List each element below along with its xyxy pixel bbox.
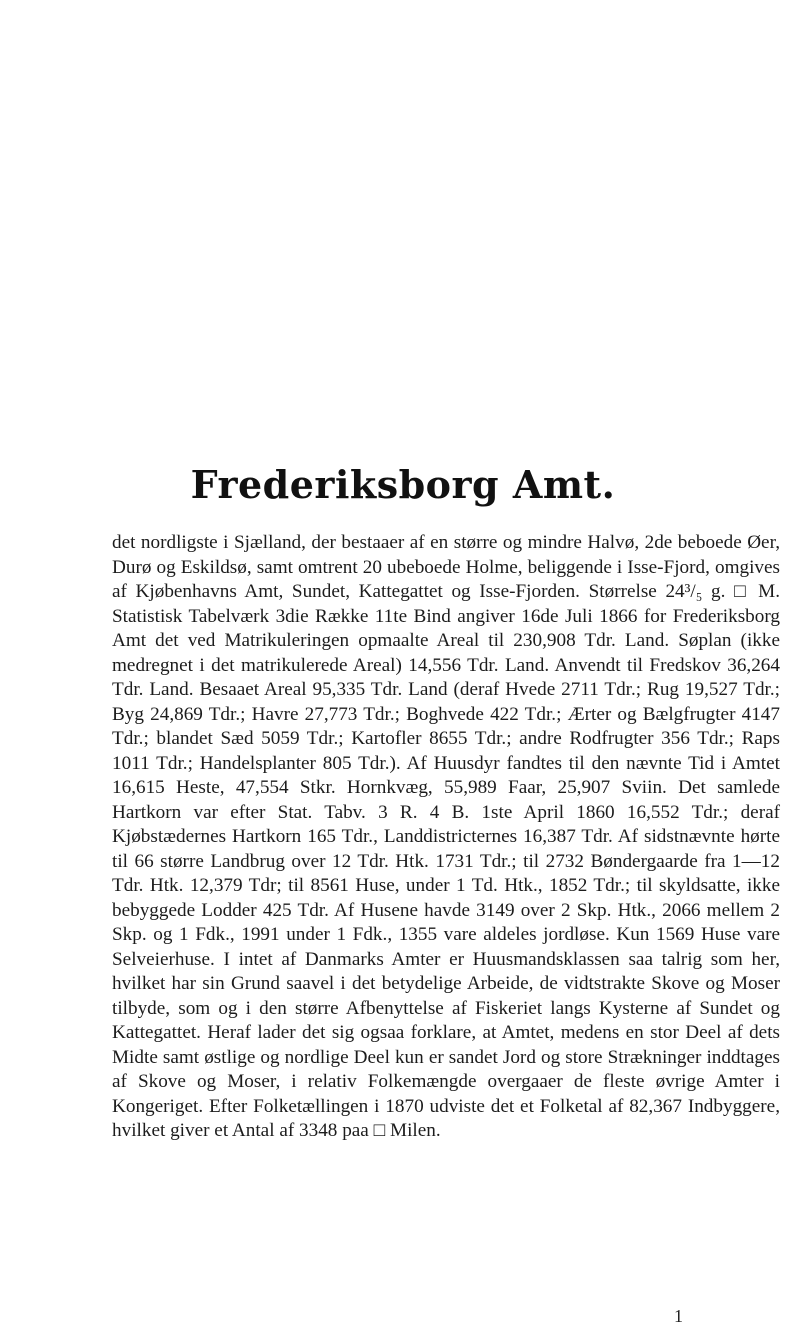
page-number: 1 [674, 1306, 683, 1326]
section-heading: Frederiksborg Amt. [190, 462, 616, 507]
body-paragraph: det nordligste i Sjælland, der bestaaer af en større og mindre Halvø, 2de beboede Øer, Durø og Eskildsø, samt omtrent 20 ubeboede Holme, beliggende i Isse-Fjord, omgives af Kjøbenhavns Amt, Sundet, Kattegattet og Isse-Fjorden. Størrelse 24³/₅ g. □ M. Statistisk Tabelværk 3die Række 11te Bind angiver 16de Juli 1866 for Frederiksborg Amt det ved Matrikuleringen opmaalte Areal til 230,908 Tdr. Land. Søplan (ikke medregnet i det matrikulerede Areal) 14,556 Tdr. Land. Anvendt til Fredskov 36,264 Tdr. Land. Besaaet Areal 95,335 Tdr. Land (deraf Hvede 2711 Tdr.; Rug 19,527 Tdr.; Byg 24,869 Tdr.; Havre 27,773 Tdr.; Boghvede 422 Tdr.; Ærter og Bælgfrugter 4147 Tdr.; blandet Sæd 5059 Tdr.; Kartofler 8655 Tdr.; andre Rodfrugter 356 Tdr.; Raps 1011 Tdr.; Handelsplanter 805 Tdr.). Af Huusdyr fandtes til den nævnte Tid i Amtet 16,615 Heste, 47,554 Stkr. Hornkvæg, 55,989 Faar, 25,907 Sviin. Det samlede Hartkorn var efter Stat. Tabv. 3 R. 4 B. 1ste April 1860 16,552 Tdr.; deraf Kjøbstædernes Hartkorn 165 Tdr., Landdistricternes 16,387 Tdr. Af sidstnævnte hørte til 66 større Landbrug over 12 Tdr. Htk. 1731 Tdr.; til 2732 Bøndergaarde fra 1—12 Tdr. Htk. 12,379 Tdr; til 8561 Huse, under 1 Td. Htk., 1852 Tdr.; til skyldsatte, ikke bebyggede Lodder 425 Tdr. Af Husene havde 3149 over 2 Skp. Htk., 2066 mellem 2 Skp. og 1 Fdk., 1991 under 1 Fdk., 1355 vare aldeles jordløse. Kun 1569 Huse vare Selveierhuse. I intet af Danmarks Amter er Huusmandsklassen saa talrig som her, hvilket har sin Grund saavel i det betydelige Arbeide, de vidtstrakte Skove og Moser tilbyde, som og i den større Afbenyttelse af Fiskeriet langs Kysterne af Sundet og Kattegattet. Heraf lader det sig ogsaa forklare, at Amtet, medens en stor Deel af dets Midte samt østlige og nordlige Deel kun er sandet Jord og store Strækninger inddtages af Skove og Moser, i relativ Folkemængde overgaaer de fleste øvrige Amter i Kongeriget. Efter Folketællingen i 1870 udviste det et Folketal af 82,367 Indbyggere, hvilket giver et Antal af 3348 paa □ Milen. [112, 532, 780, 1141]
